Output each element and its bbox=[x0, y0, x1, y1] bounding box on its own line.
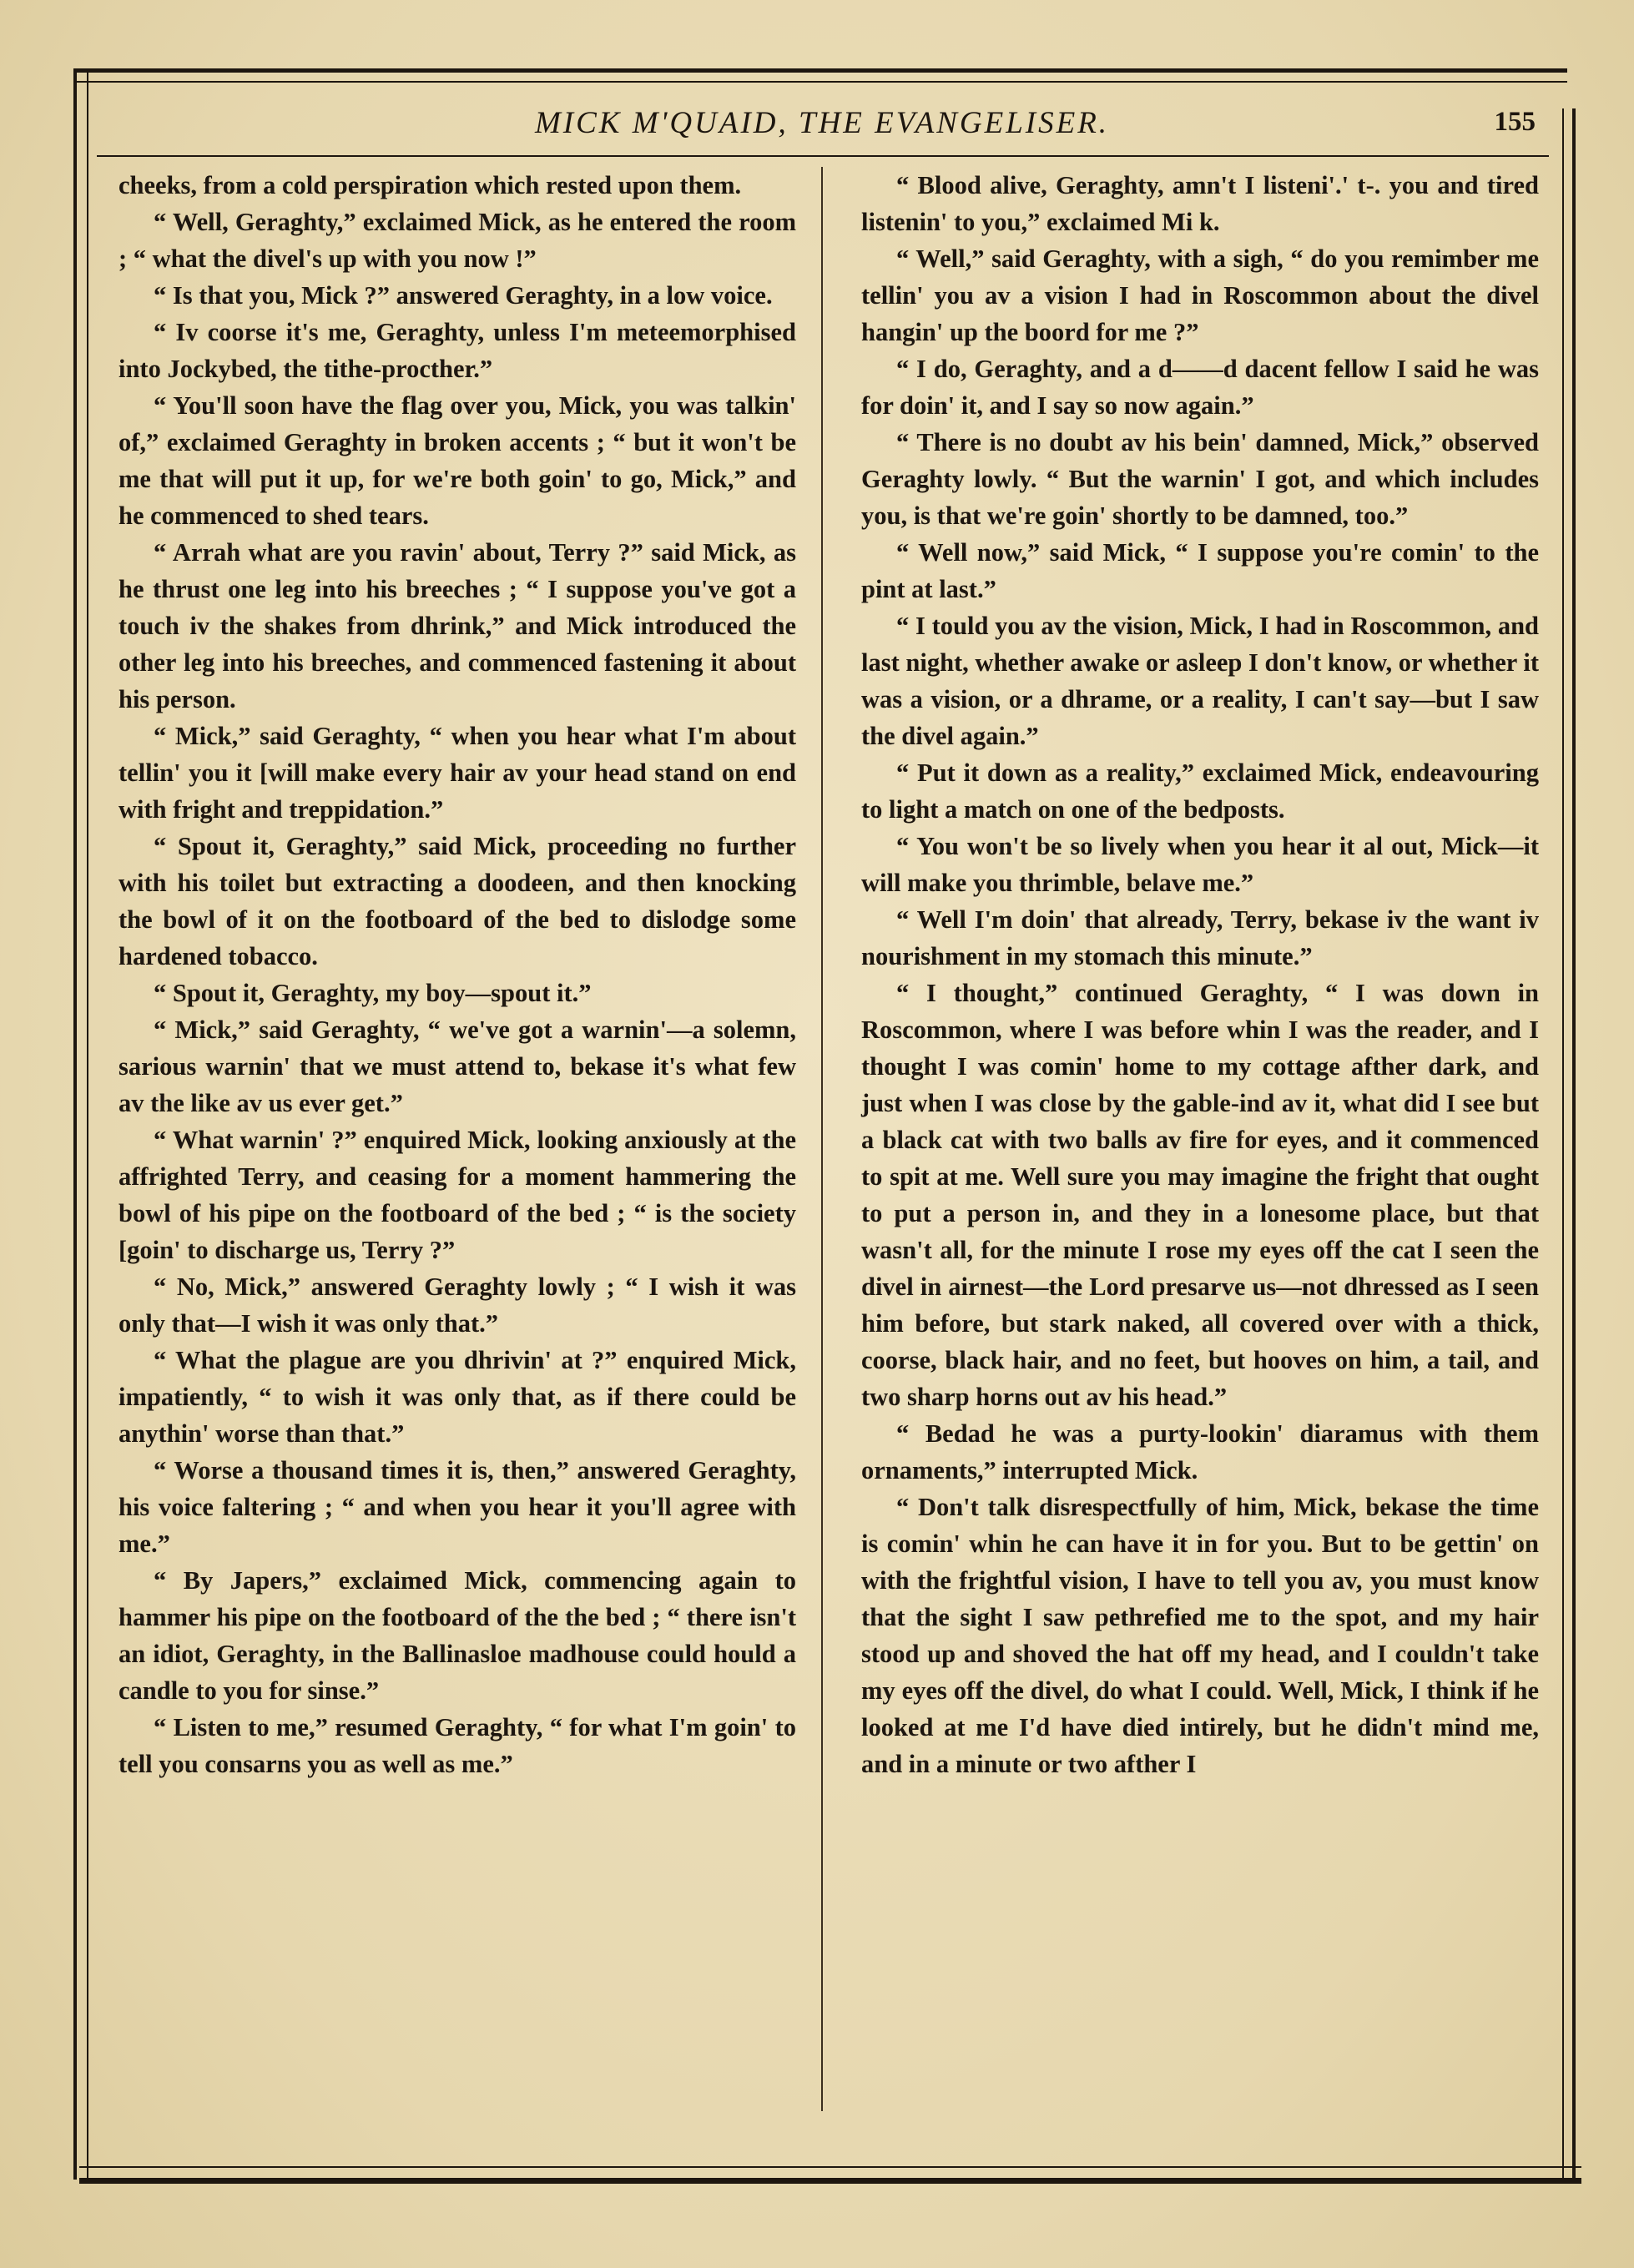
paragraph: “ There is no doubt av his bein' damned, Mick,” observed Geraghty lowly. “ But the warnin' I got, and which includes you, is that we're goin' shortly to be damned, too.” bbox=[861, 428, 1539, 530]
paragraph: cheeks, from a cold perspiration which rested upon them. bbox=[119, 171, 742, 199]
column-divider bbox=[821, 167, 823, 2111]
right-column bbox=[861, 167, 1539, 1782]
paragraph: “ Is that you, Mick ?” answered Geraghty, in a low voice. bbox=[154, 281, 773, 310]
paragraph: “ Well now,” said Mick, “ I suppose you're comin' to the pint at last.” bbox=[861, 538, 1539, 603]
paragraph: “ I do, Geraghty, and a d——d dacent fellow I said he was for doin' it, and I say so now again.” bbox=[861, 355, 1539, 420]
page-number: 155 bbox=[1494, 107, 1536, 137]
paragraph: “ Listen to me,” resumed Geraghty, “ for what I'm goin' to tell you consarns you as well as me.” bbox=[119, 1713, 796, 1778]
paragraph: “ Mick,” said Geraghty, “ when you hear what I'm about tellin' you it [will make every hair av your head stand on end with fright and treppidation.” bbox=[119, 722, 796, 824]
paragraph: “ Spout it, Geraghty,” said Mick, proceeding no further with his toilet but extracting a doodeen, and then knocking the bowl of it on the footboard of the bed to dislodge some hardened tobacco. bbox=[119, 832, 796, 970]
frame-top-rule bbox=[75, 68, 1567, 83]
paragraph: “ You won't be so lively when you hear it al out, Mick—it will make you thrimble, belave me.” bbox=[861, 832, 1539, 897]
frame-bottom-rule bbox=[79, 2166, 1581, 2184]
paragraph: “ I thought,” continued Geraghty, “ I was down in Roscommon, where I was before whin I was the reader, and I thought I was comin' home to my cottage afther dark, and just when I was close by the gable-ind av it, what did I see but a black cat with two balls av fire for eyes, and it commenced to spit at me. Well sure you may imagine the fright that ought to put a person in, and they in a lonesome place, but that wasn't all, for the minute I rose my eyes off the cat I seen the divel in airnest—the Lord presarve us—not dhressed as I seen him before, but stark naked, all covered over with a thick, coorse, black hair, and no feet, but hooves on him, a tail, and two sharp horns out av his head.” bbox=[861, 979, 1539, 1411]
paragraph: “ What warnin' ?” enquired Mick, looking anxiously at the affrighted Terry, and ceasing for a moment hammering the bowl of his pipe on the footboard of the bed ; “ is the society [goin' to discharge us, Terry ?” bbox=[119, 1126, 796, 1264]
paragraph: “ Bedad he was a purty-lookin' diaramus with them ornaments,” interrupted Mick. bbox=[861, 1419, 1539, 1484]
paragraph: “ Well I'm doin' that already, Terry, bekase iv the want iv nourishment in my stomach this minute.” bbox=[861, 905, 1539, 970]
frame-left-rule bbox=[73, 68, 88, 2180]
paragraph: “ Mick,” said Geraghty, “ we've got a warnin'—a solemn, sarious warnin' that we must attend to, bekase it's what few av the like av us ever get.” bbox=[119, 1016, 796, 1117]
running-title: MICK M'QUAID, THE EVANGELISER. bbox=[534, 106, 1110, 140]
paragraph: “ Spout it, Geraghty, my boy—spout it.” bbox=[154, 979, 592, 1007]
running-header bbox=[92, 98, 1552, 149]
frame-right-rule bbox=[1562, 108, 1576, 2178]
header-rule bbox=[97, 155, 1549, 157]
paragraph: “ Iv coorse it's me, Geraghty, unless I'm meteemorphised into Jockybed, the tithe-procther.” bbox=[119, 318, 796, 383]
paragraph: “ By Japers,” exclaimed Mick, commencing again to hammer his pipe on the footboard of the the bed ; “ there isn't an idiot, Geraghty, in the Ballinasloe madhouse could hould a candle to you for sinse.” bbox=[119, 1566, 796, 1705]
paragraph: “ Blood alive, Geraghty, amn't I listeni'.' t-. you and tired listenin' to you,” exclaimed Mi k. bbox=[861, 171, 1539, 236]
left-column bbox=[119, 167, 796, 1782]
paragraph: “ Don't talk disrespectfully of him, Mick, bekase the time is comin' whin he can have it in for you. But to be gettin' on with the frightful vision, I have to tell you av, you must know that the sight I saw pethrefied me to the spot, and my hair stood up and shoved the hat off my head, and I couldn't take my eyes off the divel, do what I could. Well, Mick, I think if he looked at me I'd have died intirely, but he didn't mind me, and in a minute or two afther I bbox=[861, 1493, 1539, 1778]
paragraph: “ No, Mick,” answered Geraghty lowly ; “ I wish it was only that—I wish it was only that.” bbox=[119, 1273, 796, 1338]
paragraph: “ Well,” said Geraghty, with a sigh, “ do you remimber me tellin' you av a vision I had in Roscommon about the divel hangin' up the boord for me ?” bbox=[861, 244, 1539, 346]
paragraph: “ I tould you av the vision, Mick, I had in Roscommon, and last night, whether awake or asleep I don't know, or whether it was a vision, or a dhrame, or a reality, I can't say—but I saw the divel again.” bbox=[861, 612, 1539, 750]
paragraph: “ Put it down as a reality,” exclaimed Mick, endeavouring to light a match on one of the bedposts. bbox=[861, 759, 1539, 824]
paragraph: “ Well, Geraghty,” exclaimed Mick, as he entered the room ; “ what the divel's up with you now !” bbox=[119, 208, 796, 273]
paragraph: “ You'll soon have the flag over you, Mick, you was talkin' of,” exclaimed Geraghty in broken accents ; “ but it won't be me that will put it up, for we're both goin' to go, Mick,” and he commenced to shed tears. bbox=[119, 391, 796, 530]
paragraph: “ Arrah what are you ravin' about, Terry ?” said Mick, as he thrust one leg into his breeches ; “ I suppose you've got a touch iv the shakes from dhrink,” and Mick introduced the other leg into his breeches, and commenced fastening it about his person. bbox=[119, 538, 796, 713]
paragraph: “ Worse a thousand times it is, then,” answered Geraghty, his voice faltering ; “ and when you hear it you'll agree with me.” bbox=[119, 1456, 796, 1558]
paragraph: “ What the plague are you dhrivin' at ?” enquired Mick, impatiently, “ to wish it was only that, as if there could be anythin' worse than that.” bbox=[119, 1346, 796, 1448]
